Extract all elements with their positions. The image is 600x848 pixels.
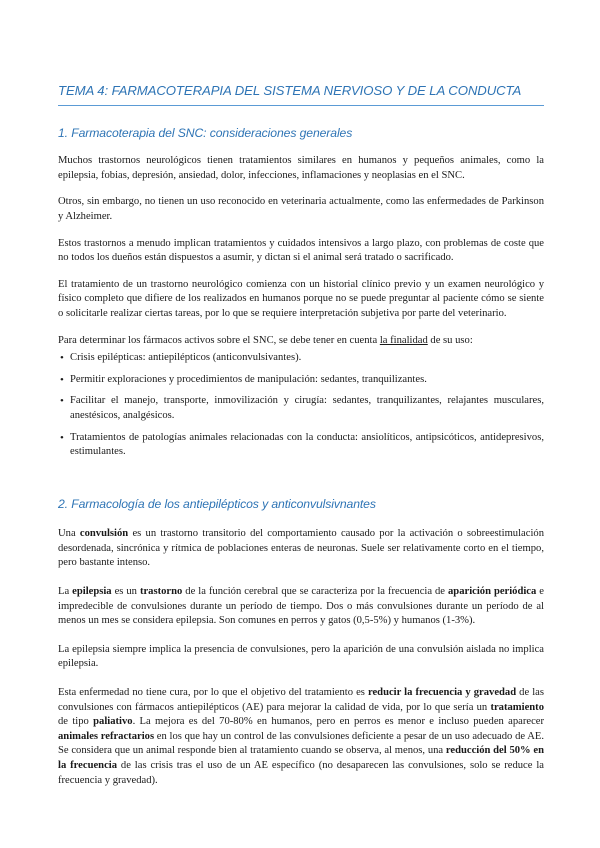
bold-term: reducción del 50% en la frecuencia (58, 745, 544, 771)
text-run: de la función cerebral que se caracteriza por la frecuencia de (182, 586, 448, 598)
text-run: en los que hay un control de las convulsiones deficiente a pesar de un uso adecuado de AE. Se considera que un animal responde bien al tratamiento cuando se observa, al menos, una (58, 730, 544, 757)
page-title: TEMA 4: FARMACOTERAPIA DEL SISTEMA NERVIOSO Y DE LA CONDUCTA (58, 84, 544, 106)
section-2-heading: 2. Farmacología de los antiepilépticos y anticonvulsivnantes (58, 496, 376, 511)
text-run: es un trastorno transitorio del comportamiento causado por la activación o sobreestimulación desordenada, sincrónica y rítmica de poblaciones enteras de neuronas. Suele ser relativamente corto en el tiempo, pero bastante intenso. (58, 528, 544, 569)
section-2-paragraph-2 (58, 585, 544, 629)
text-run: Una (58, 528, 80, 540)
text-run: de tipo (58, 716, 94, 728)
text-run: La (58, 586, 73, 598)
purpose-list (58, 351, 544, 460)
section-1-paragraph-4: El tratamiento de un trastorno neurológico comienza con un historial clínico previo y un examen neurológico y físico completo que difiere de los realizados en humanos porque no se puede preguntar al paciente cómo se siente o solicitarle realizar ciertas tareas, por lo que se requiere interpretación subjetiva por parte del veterinario. (58, 278, 544, 319)
bold-term: animales refractarios (58, 730, 155, 742)
bold-term: epilepsia (72, 586, 112, 598)
section-1-paragraph-3: Estos trastornos a menudo implican tratamientos y cuidados intensivos a largo plazo, con problemas de coste que no todos los dueños están dispuestos a asumir, y dictan si el animal será tratado o sacrificado. (58, 237, 544, 264)
list-item: • Permitir exploraciones y procedimientos de manipulación: sedantes, tranquilizantes. (58, 373, 544, 388)
bold-term: trastorno (139, 586, 183, 598)
section-1-paragraph-5 (58, 334, 544, 349)
text-run: es un (111, 586, 140, 598)
bold-term: tratamiento (490, 701, 544, 713)
text-run: de las convulsiones con fármacos antiepilépticos (AE) para mejorar la calidad de vida, por lo que sería un (58, 687, 544, 713)
text-run: Para determinar los fármacos activos sobre el SNC, se debe tener en cuenta (58, 334, 380, 346)
bold-term: aparición periódica (448, 586, 537, 598)
text-run: . La mejora es del 70-80% en humanos, pero en perros es menor e incluso pueden aparecer (132, 716, 545, 728)
text-run: de su uso: (427, 334, 473, 346)
section-1-paragraph-1: Muchos trastornos neurológicos tienen tratamientos similares en humanos y pequeños animales, como la epilepsia, fobias, depresión, ansiedad, dolor, infecciones, inflamaciones y neoplasias en el SNC. (58, 155, 544, 181)
section-2-paragraph-3: La epilepsia siempre implica la presencia de convulsiones, pero la aparición de una convulsión aislada no implica epilepsia. (58, 643, 544, 670)
list-item: • Facilitar el manejo, transporte, inmovilización y cirugía: sedantes, tranquilizantes, relajantes musculares, anestésicos, analgésicos. (58, 394, 544, 423)
section-1-heading: 1. Farmacoterapia del SNC: consideraciones generales (58, 125, 353, 140)
section-2-paragraph-4 (58, 686, 544, 788)
list-item: • Crisis epilépticas: antiepilépticos (anticonvulsivantes). (58, 351, 544, 366)
bold-term: convulsión (79, 528, 129, 540)
text-run: e impredecible de convulsiones durante un período de tiempo. Dos o más convulsiones durante un período de al menos un mes se considera epilepsia. Son comunes en perros y gatos (0,5-5%) y humanos (1-3%). (58, 586, 544, 627)
section-2-paragraph-1 (58, 527, 544, 571)
bold-term: paliativo (93, 716, 133, 728)
text-run: de las crisis tras el uso de un AE específico (no desaparecen las convulsiones, solo se reduce la frecuencia y gravedad). (58, 760, 544, 786)
section-1-paragraph-2: Otros, sin embargo, no tienen un uso reconocido en veterinaria actualmente, como las enfermedades de Parkinson y Alzheimer. (58, 196, 544, 222)
list-item: • Tratamientos de patologías animales relacionadas con la conducta: ansiolíticos, antipsicóticos, antidepresivos, estimulantes. (58, 431, 544, 460)
underlined-text: la finalidad (379, 334, 428, 346)
bold-term: reducir la frecuencia y gravedad (367, 687, 517, 699)
text-run: Esta enfermedad no tiene cura, por lo que el objetivo del tratamiento es (58, 687, 368, 699)
